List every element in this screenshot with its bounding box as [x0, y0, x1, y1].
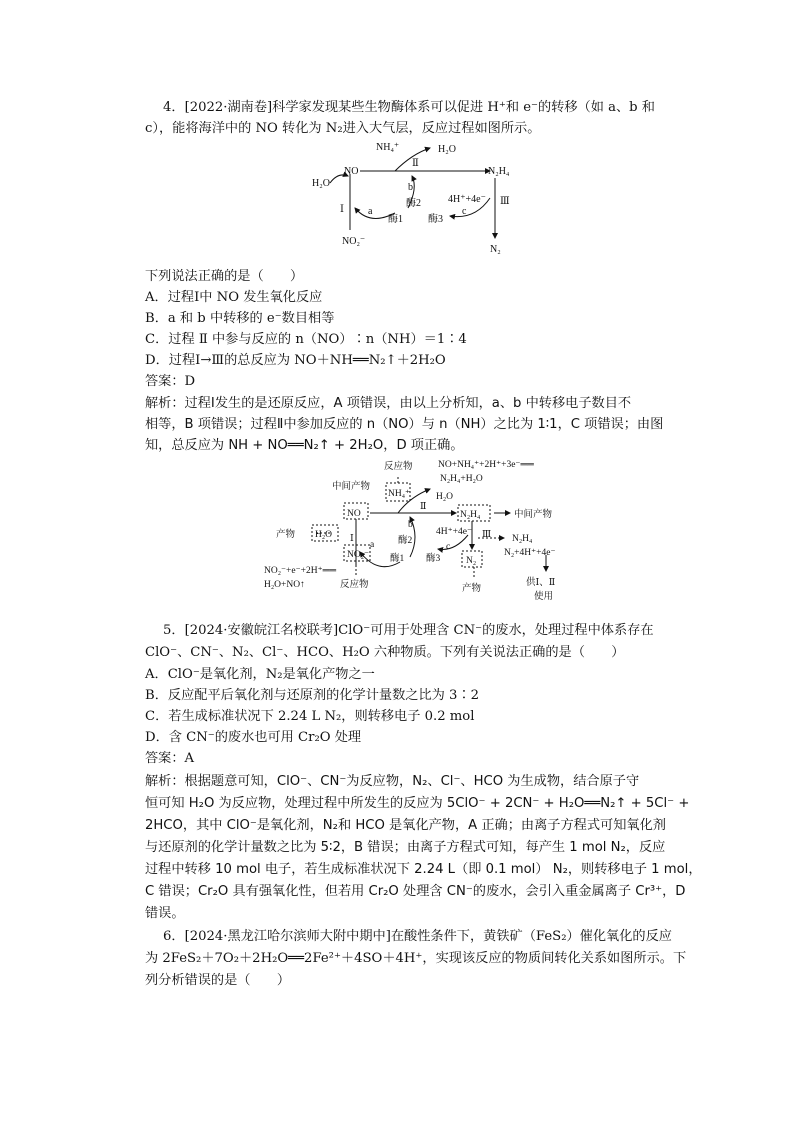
- diag2-label: a: [370, 540, 375, 550]
- reaction-diagram-2: [260, 457, 580, 607]
- diag1-label: 4H⁺+4e⁻: [448, 194, 486, 205]
- q4-option-d: D．过程Ⅰ→Ⅲ的总反应为 NO＋NH══N₂↑＋2H₂O: [145, 353, 446, 368]
- q5-option-b: B．反应配平后氧化剂与还原剂的化学计量数之比为 3∶2: [145, 688, 479, 703]
- diag1-label: Ⅰ: [340, 204, 344, 215]
- q5-analysis-line: 与还原剂的化学计量数之比为 5∶2，B 错误；由离子方程式可知，每产生 1 mol N₂，反应: [145, 840, 666, 855]
- diag2-label: Ⅲ: [482, 530, 492, 540]
- diag1-label: Ⅱ: [412, 158, 419, 169]
- diag2-label: H₂O: [315, 530, 333, 540]
- diag2-label: 产物: [276, 530, 296, 540]
- diag2-label: 反应物: [340, 580, 369, 590]
- diag1-label: N₂: [490, 244, 501, 255]
- diag2-label: 酶3: [426, 554, 441, 564]
- q5-option-d: D．含 CN⁻的废水也可用 Cr₂O 处理: [145, 730, 362, 745]
- q5-analysis-line: 过程中转移 10 mol 电子，若生成标准状况下 2.24 L（即 0.1 mol） N₂，则转移电子 1 mol，: [145, 862, 702, 877]
- diag2-label: H₂O: [436, 492, 454, 502]
- diag2-label: 供Ⅰ、Ⅱ: [526, 578, 556, 588]
- diag2-label: N₂H₄: [460, 510, 481, 520]
- q5-answer: 答案：A: [145, 751, 195, 766]
- q4-option-a: A．过程Ⅰ中 NO 发生氧化反应: [145, 290, 323, 305]
- q4-option-c: C．过程 Ⅱ 中参与反应的 n（NO）∶n（NH）＝1∶4: [145, 332, 467, 347]
- diag1-label: 酶1: [388, 214, 403, 225]
- diag1-label: b: [408, 182, 413, 193]
- q5-option-c: C．若生成标准状况下 2.24 L N₂，则转移电子 0.2 mol: [145, 709, 475, 724]
- diag2-label: 使用: [534, 592, 554, 602]
- diag1-label: Ⅲ: [500, 196, 510, 207]
- q5-option-a: A．ClO⁻是氧化剂，N₂是氧化产物之一: [145, 667, 375, 682]
- q5-stem-line2: ClO⁻、CN⁻、N₂、Cl⁻、HCO、H₂O 六种物质。下列有关说法正确的是（ ）: [145, 645, 625, 660]
- q5-analysis-line: 解析：根据题意可知，ClO⁻、CN⁻为反应物，N₂、Cl⁻、HCO 为生成物，结合原子守: [145, 774, 640, 789]
- diag2-label: 酶1: [390, 554, 405, 564]
- diag2-label: N₂: [466, 556, 477, 566]
- diag1-label: c: [462, 206, 467, 217]
- q5-stem-line1: 5．[2024·安徽皖江名校联考]ClO⁻可用于处理含 CN⁻的废水，处理过程中体系存在: [163, 623, 654, 638]
- diag2-label: NO₂⁻: [347, 550, 370, 560]
- diag2-label: H₂O+NO↑: [264, 580, 305, 590]
- diag2-label: NH₄⁺: [388, 489, 411, 499]
- diag2-label: 反应物: [384, 462, 413, 472]
- q5-analysis-line: 错误。: [145, 906, 185, 921]
- q6-stem-line: 列分析错误的是（ ）: [145, 973, 291, 988]
- q4-stem-line2: c），能将海洋中的 NO 转化为 N₂进入大气层，反应过程如图所示。: [145, 121, 541, 136]
- reaction-diagram-1: [300, 138, 530, 258]
- q4-answer: 答案：D: [145, 374, 196, 389]
- diag1-label: H₂O: [312, 178, 330, 189]
- diag2-label: NO: [347, 509, 361, 519]
- q5-analysis-line: 2HCO，其中 ClO⁻是氧化剂，N₂和 HCO 是氧化产物，A 正确；由离子方程式可知氧化剂: [145, 818, 666, 833]
- q4-analysis-line: 相等，B 项错误；过程Ⅱ中参加反应的 n（NO）与 n（NH）之比为 1∶1，C 项错误；由图: [145, 417, 664, 432]
- q4-option-b: B．a 和 b 中转移的 e⁻数目相等: [145, 311, 335, 326]
- q4-analysis-line: 解析：过程Ⅰ发生的是还原反应，A 项错误，由以上分析知，a、b 中转移电子数目不: [145, 396, 632, 411]
- diag1-label: H₂O: [438, 144, 456, 155]
- diag1-label: 酶3: [428, 214, 443, 225]
- diag2-label: 中间产物: [332, 482, 371, 492]
- q4-stem-line1: 4．[2022·湖南卷]科学家发现某些生物酶体系可以促进 H⁺和 e⁻的转移（如 a、b 和: [163, 100, 655, 115]
- q5-analysis-line: 恒可知 H₂O 为反应物，处理过程中所发生的反应为 5ClO⁻ + 2CN⁻ + H₂O══N₂↑ + 5Cl⁻ +: [145, 796, 690, 811]
- q6-stem-line: 为 2FeS₂＋7O₂＋2H₂O══2Fe²⁺＋4SO＋4H⁺，实现该反应的物质间转化关系如图所示。下: [145, 951, 687, 966]
- diag2-label: Ⅱ: [420, 502, 427, 512]
- diag2-label: Ⅰ: [350, 534, 354, 544]
- diag1-label: NO₂⁻: [342, 236, 366, 247]
- q6-stem-line: 6．[2024·黑龙江哈尔滨师大附中期中]在酸性条件下，黄铁矿（FeS₂）催化氧化的反应: [163, 929, 672, 944]
- diag2-label: 4H⁺+4e⁻: [436, 527, 472, 537]
- diag2-label: NO₂⁻+e⁻+2H⁺══: [264, 566, 337, 576]
- diag2-label: b: [408, 520, 413, 530]
- diag1-label: 酶2: [406, 198, 421, 209]
- diag1-label: NO: [344, 166, 359, 177]
- q4-analysis-line: 知，总反应为 NH + NO══N₂↑ + 2H₂O，D 项正确。: [145, 438, 464, 453]
- diag2-label: 中间产物: [514, 510, 553, 520]
- diag2-label: c: [446, 542, 451, 552]
- q4-ask: 下列说法正确的是（ ）: [145, 269, 304, 284]
- diag2-label: N₂+4H⁺+4e⁻: [504, 548, 556, 558]
- diag1-label: NH₄⁺: [376, 142, 400, 153]
- diag1-label: N₂H₄: [488, 166, 510, 177]
- diag2-label: N₂H₄+H₂O: [440, 474, 483, 484]
- diag1-label: a: [368, 206, 373, 217]
- diag2-label: NO+NH₄⁺+2H⁺+3e⁻══: [438, 460, 534, 470]
- diag2-label: 酶2: [398, 536, 413, 546]
- q5-analysis-line: C 错误；Cr₂O 具有强氧化性，但若用 Cr₂O 处理含 CN⁻的废水，会引入重金属离子 Cr³⁺，D: [145, 884, 686, 899]
- diag2-label: N₂H₄: [512, 534, 533, 544]
- diag2-label: 产物: [462, 584, 482, 594]
